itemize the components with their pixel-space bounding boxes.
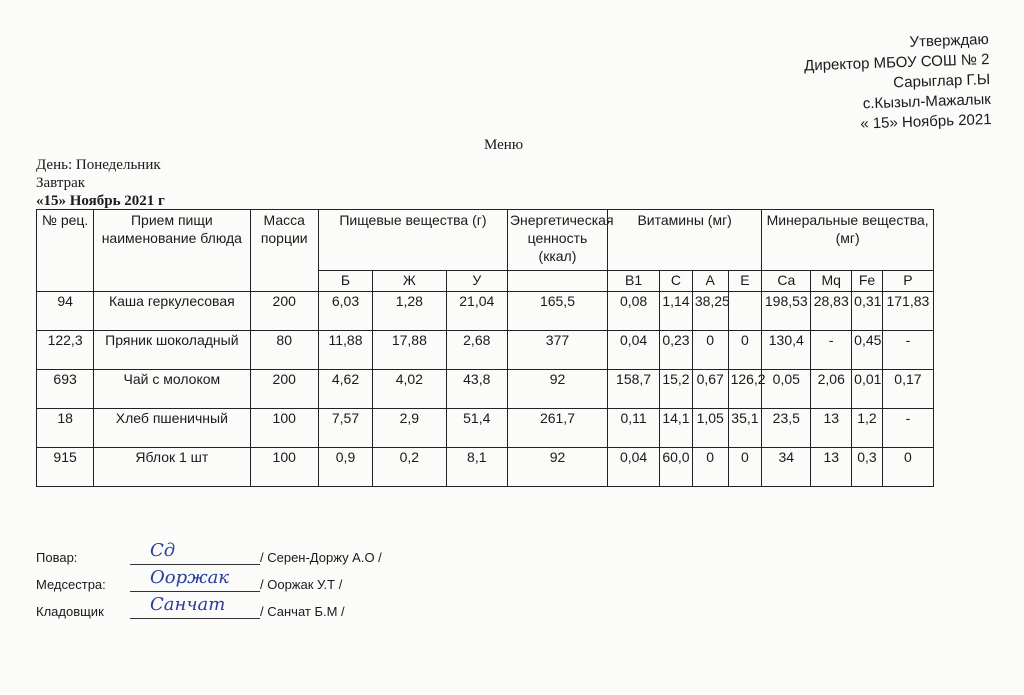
table-cell: Каша геркулесовая	[94, 292, 250, 331]
table-cell: 28,83	[811, 292, 852, 331]
signature-role: Кладовщик	[36, 604, 104, 619]
signature-role: Медсестра:	[36, 577, 106, 592]
table-cell: 13	[811, 448, 852, 487]
page-title: Меню	[484, 137, 524, 153]
table-cell: 0,08	[608, 292, 660, 331]
table-cell: 15,2	[660, 370, 693, 409]
table-cell: 0,9	[318, 448, 372, 487]
table-cell: Чай с молоком	[94, 370, 250, 409]
table-cell: 18	[37, 409, 94, 448]
table-row	[37, 292, 934, 331]
table-cell: 198,53	[762, 292, 811, 331]
subheader-cell: Mq	[811, 271, 852, 292]
menu-table	[36, 209, 934, 487]
subheader-cell: P	[882, 271, 933, 292]
table-cell: -	[882, 331, 933, 370]
table-row	[37, 448, 934, 487]
table-cell: 35,1	[728, 409, 762, 448]
subheader-cell	[507, 271, 607, 292]
table-cell: 915	[37, 448, 94, 487]
table-cell: 0	[692, 448, 728, 487]
date-label: «15» Ноябрь 2021 г	[36, 193, 165, 209]
header-energy: Энергетическая ценность (ккал)	[507, 210, 607, 271]
approval-block	[803, 30, 992, 136]
table-cell: 1,2	[852, 409, 883, 448]
signature-line	[36, 567, 416, 592]
table-cell: 2,06	[811, 370, 852, 409]
table-cell: 0,04	[608, 331, 660, 370]
approval-line: Директор МБОУ СОШ № 2	[803, 50, 990, 75]
subheader-cell: В1	[608, 271, 660, 292]
table-cell: 171,83	[882, 292, 933, 331]
table-cell: 0	[882, 448, 933, 487]
approval-line: Сарыглар Г.Ы	[892, 70, 991, 92]
table-cell: 0,31	[852, 292, 883, 331]
handwritten-signature: Санчат	[150, 594, 226, 615]
table-cell: Хлеб пшеничный	[94, 409, 250, 448]
signature-role: Повар:	[36, 550, 78, 565]
table-cell: 0,05	[762, 370, 811, 409]
subheader-cell: У	[446, 271, 507, 292]
table-cell: 13	[811, 409, 852, 448]
table-cell: 0,23	[660, 331, 693, 370]
table-cell: 4,62	[318, 370, 372, 409]
header-portion: Масса порции	[250, 210, 318, 292]
table-cell: 1,05	[692, 409, 728, 448]
subheader-cell: С	[660, 271, 693, 292]
table-cell: 0,04	[608, 448, 660, 487]
table-cell: Пряник шоколадный	[94, 331, 250, 370]
table-cell: 200	[250, 292, 318, 331]
table-cell: -	[811, 331, 852, 370]
subheader-cell: Б	[318, 271, 372, 292]
table-cell: 0,2	[373, 448, 447, 487]
handwritten-signature: Сд	[150, 540, 176, 561]
meta-block	[36, 156, 165, 210]
table-cell: 4,02	[373, 370, 447, 409]
table-row	[37, 409, 934, 448]
table-cell: 92	[507, 448, 607, 487]
table-cell: 7,57	[318, 409, 372, 448]
subheader-cell: А	[692, 271, 728, 292]
signature-name: / Ооржак У.Т /	[260, 577, 343, 592]
subheader-cell: Е	[728, 271, 762, 292]
signature-blank	[130, 594, 260, 619]
approval-line: « 15» Ноябрь 2021	[859, 110, 992, 133]
subheader-cell: Ж	[373, 271, 447, 292]
table-cell: 0	[692, 331, 728, 370]
table-cell: 1,28	[373, 292, 447, 331]
approval-line: с.Кызыл-Мажалык	[862, 90, 991, 113]
table-cell: 94	[37, 292, 94, 331]
table-cell: 1,14	[660, 292, 693, 331]
table-cell: 2,9	[373, 409, 447, 448]
table-cell: 80	[250, 331, 318, 370]
table-cell: 0,01	[852, 370, 883, 409]
meal-label: Завтрак	[36, 175, 86, 191]
table-cell: 34	[762, 448, 811, 487]
table-cell: 200	[250, 370, 318, 409]
table-cell: Яблок 1 шт	[94, 448, 250, 487]
table-cell: 0,11	[608, 409, 660, 448]
header-minerals: Минеральные вещества, (мг)	[762, 210, 934, 271]
table-cell: 165,5	[507, 292, 607, 331]
table-cell: 158,7	[608, 370, 660, 409]
table-cell: 23,5	[762, 409, 811, 448]
table-cell: 693	[37, 370, 94, 409]
table-cell: 2,68	[446, 331, 507, 370]
table-cell: 0	[728, 448, 762, 487]
table-cell: 100	[250, 409, 318, 448]
subheader-cell: Fe	[852, 271, 883, 292]
handwritten-signature: Ооржак	[150, 567, 230, 588]
table-cell: 0,45	[852, 331, 883, 370]
table-cell: 38,25	[692, 292, 728, 331]
approval-line: Утверждаю	[908, 30, 989, 51]
signature-blank	[130, 540, 260, 565]
table-cell: 92	[507, 370, 607, 409]
header-recipe-no: № рец.	[37, 210, 94, 292]
table-cell: 51,4	[446, 409, 507, 448]
signature-blank	[130, 567, 260, 592]
table-row	[37, 370, 934, 409]
signature-name: / Санчат Б.М /	[260, 604, 345, 619]
table-cell: 43,8	[446, 370, 507, 409]
header-nutrients: Пищевые вещества (г)	[318, 210, 507, 271]
table-cell: 0	[728, 331, 762, 370]
table-cell	[728, 292, 762, 331]
table-cell: 0,17	[882, 370, 933, 409]
subheader-cell: Ca	[762, 271, 811, 292]
table-cell: 17,88	[373, 331, 447, 370]
signature-name: / Серен-Доржу А.О /	[260, 550, 382, 565]
table-cell: 100	[250, 448, 318, 487]
table-cell: 377	[507, 331, 607, 370]
header-dish: Прием пищи наименование блюда	[94, 210, 250, 292]
table-cell: 8,1	[446, 448, 507, 487]
table-cell: 14,1	[660, 409, 693, 448]
table-cell: 11,88	[318, 331, 372, 370]
table-row	[37, 331, 934, 370]
table-cell: 6,03	[318, 292, 372, 331]
table-cell: 60,0	[660, 448, 693, 487]
table-cell: 21,04	[446, 292, 507, 331]
table-cell: 130,4	[762, 331, 811, 370]
table-cell: 126,2	[728, 370, 762, 409]
signature-line	[36, 540, 416, 565]
signature-line	[36, 594, 416, 619]
table-cell: 0,67	[692, 370, 728, 409]
day-label: День: Понедельник	[36, 157, 161, 173]
table-cell: 122,3	[37, 331, 94, 370]
table-cell: 261,7	[507, 409, 607, 448]
table-cell: 0,3	[852, 448, 883, 487]
table-cell: -	[882, 409, 933, 448]
header-vitamins: Витамины (мг)	[608, 210, 762, 271]
